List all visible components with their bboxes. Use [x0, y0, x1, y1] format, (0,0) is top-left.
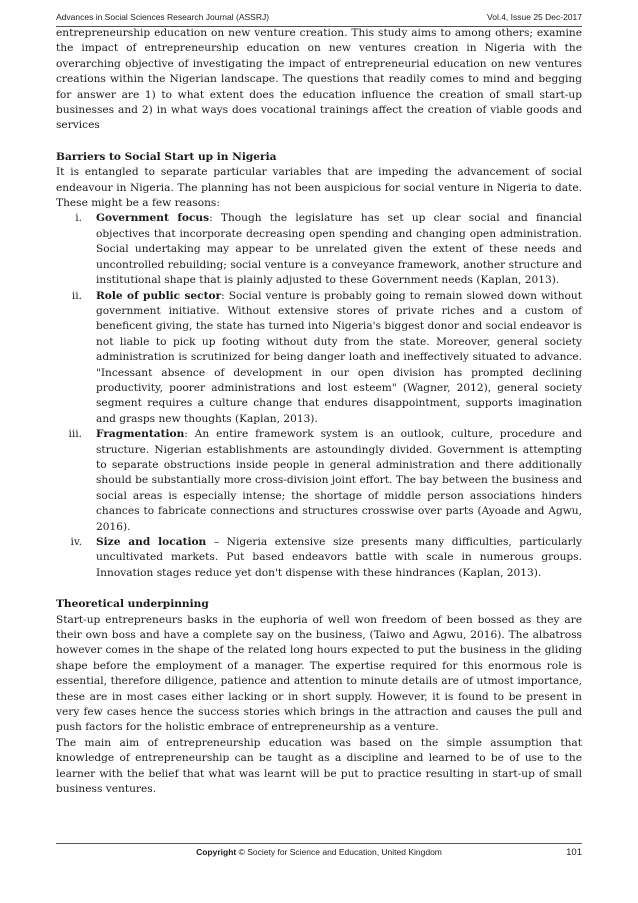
running-header	[56, 8, 582, 27]
list-item	[56, 211, 582, 288]
list-item-text: : An entire framework system is an outlook, culture, procedure and structure. Nigerian establishments are astoundingly divided. Government is attempting to separate obstructions inside people in general administration and there additionally should be substantially more cross-division joint effort. The bay between the business and social areas is especially intense; the shortage of middle person associations hinders chances to fabricate connections and structures crosswise over parts (Ayoade and Agwu, 2016).	[96, 428, 582, 533]
page-number: 101	[566, 847, 582, 858]
list-item-text: : Though the legislature has set up clear social and financial objectives that incorporate decreasing open spending and changing open administration. Social undertaking may appear to be unrelated given the extent of these needs and uncontrolled rebuilding; social venture is a conveyance framework, another structure and institutional shape that is plainly adjusted to these Government needs (Kaplan, 2013).	[96, 212, 582, 287]
copyright-label: Copyright	[196, 847, 237, 857]
copyright-text: © Society for Science and Education, United Kingdom	[236, 847, 442, 857]
list-item-text: – Nigeria extensive size presents many difficulties, particularly uncultivated markets. Put based endeavors battle with scale in numerous groups. Innovation stages reduce yet don't dispense with these hindrances (Kaplan, 2013).	[96, 536, 583, 579]
list-item-term: Size and location	[96, 536, 207, 548]
intro-paragraph: entrepreneurship education on new venture creation. This study aims to among others; examine the impact of entrepreneurship education on new ventures creation in Nigeria with the overarching objective of investigating the impact of entrepreneurial education on new ventures creations within the Nigerian landscape. The questions that readily comes to mind and begging for answer are 1) to what extent does the education influence the creation of small start-up businesses and 2) in what ways does vocational trainings affect the creation of viable goods and services	[56, 27, 582, 132]
copyright-notice	[56, 847, 582, 857]
list-item-term: Government focus	[96, 212, 210, 225]
issue-info: Vol.4, Issue 25 Dec-2017	[487, 12, 582, 22]
list-numeral: i.	[75, 212, 82, 225]
list-item-text: : Social venture is probably going to remain slowed down without government initiative. Without extensive stores of private riches and a custom of beneficent giving, the state has turned into Nigeria's biggest donor and social endeavor is not liable to pick up footing without duty from the state. Moreover, general society administration is scrutinized for being danger loath and ineffectively situated to advance. "Incessant absence of development in our open division has prompted declining productivity, poorer administrations and lost esteem" (Wagner, 2012), general society segment requires a culture change that endures disappointment, supports imagination and grasps new thoughts (Kaplan, 2013).	[96, 289, 582, 425]
journal-title: Advances in Social Sciences Research Journal (ASSRJ)	[56, 12, 270, 22]
section-heading-theory: Theoretical underpinning	[56, 598, 209, 611]
list-item-term: Role of public sector	[96, 289, 222, 302]
theory-paragraph-1: Start-up entrepreneurs basks in the euphoria of well won freedom of been bossed as they are their own boss and have a complete say on the business, (Taiwo and Agwu, 2016). The albatross however comes in the shape of the related long hours expected to put the business in the gliding shape before the employment of a manager. The expertise required for this enormous role is essential, therefore diligence, patience and attention to minute details are of utmost importance, these are in most cases either lacking or in short supply. However, it is found to be present in very few cases hence the success stories which brings in the attraction and causes the pull and push factors for the holistic embrace of entrepreneurship as a venture.	[56, 613, 582, 734]
list-item-term: Fragmentation	[96, 428, 185, 441]
list-item	[56, 427, 582, 535]
section-heading-barriers: Barriers to Social Start up in Nigeria	[56, 150, 277, 163]
list-item	[56, 289, 582, 428]
article-body	[56, 26, 582, 798]
list-item	[56, 535, 582, 581]
list-numeral: iv.	[70, 536, 82, 548]
barriers-list	[56, 211, 582, 581]
running-footer	[56, 843, 582, 862]
list-numeral: ii.	[71, 289, 82, 302]
theory-paragraph-2: The main aim of entrepreneurship education was based on the simple assumption that knowledge of entrepreneurship can be taught as a discipline and learned to be of use to the learner with the belief that what was learnt will be put to practice resulting in start-up of small business ventures.	[56, 736, 582, 796]
barriers-intro: It is entangled to separate particular variables that are impeding the advancement of social endeavour in Nigeria. The planning has not been auspicious for social venture in Nigeria to date. These might be a few reasons:	[56, 166, 582, 210]
list-numeral: iii.	[68, 428, 82, 441]
